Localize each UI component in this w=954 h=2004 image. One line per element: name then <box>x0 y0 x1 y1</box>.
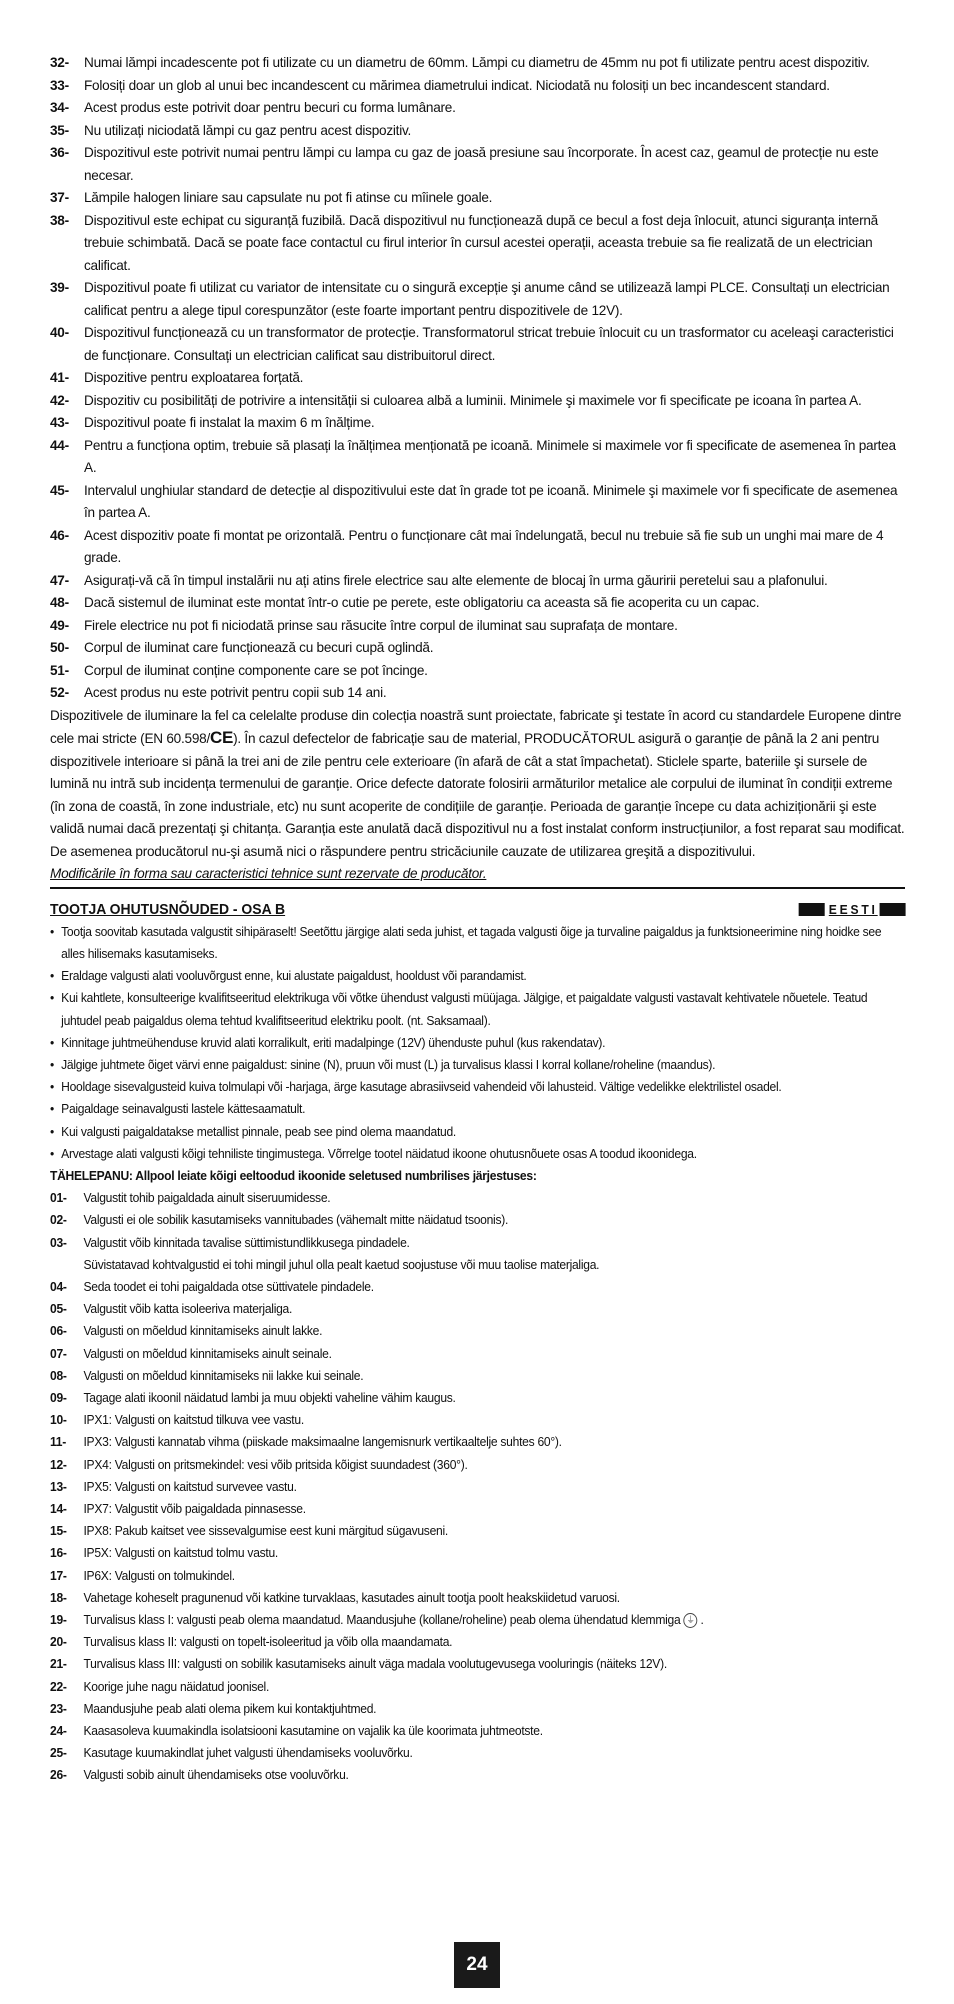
list-item <box>50 187 905 210</box>
bullet-item <box>50 987 906 1031</box>
item-text-line: Valgusti on mõeldud kinnitamiseks nii lakke kui seinale. <box>83 1367 364 1383</box>
item-text-line: Valgusti on mõeldud kinnitamiseks ainult lakke. <box>83 1323 323 1339</box>
item-number: 06- <box>50 1323 67 1339</box>
item-text: Dispozitivul poate fi instalat la maxim 6 m înălțime. <box>84 415 375 430</box>
item-text <box>83 1587 905 1609</box>
item-text-line: IPX3: Valgusti kannatab vihma (piiskade maksimaalne langemisnurk vertikaaltelje suhtes 60°). <box>83 1434 562 1450</box>
item-number: 16- <box>50 1545 67 1561</box>
item-number: 01- <box>50 1190 67 1206</box>
language-bar-right <box>880 903 906 916</box>
item-text: Acest produs nu este potrivit pentru copii sub 14 ani. <box>84 685 387 700</box>
list-item <box>50 435 905 480</box>
language-label: EESTI <box>828 901 878 917</box>
item-text-line: IPX1: Valgusti on kaitstud tilkuva vee vastu. <box>83 1412 304 1428</box>
item-number: 39- <box>50 280 69 295</box>
item-number: 03- <box>50 1234 67 1250</box>
item-text <box>83 1431 905 1453</box>
list-item <box>50 615 905 638</box>
item-text <box>83 1409 905 1431</box>
item-text-line: IPX7: Valgustit võib paigaldada pinnasesse. <box>83 1500 306 1516</box>
item-text-line: Koorige juhe nagu näidatud joonisel. <box>83 1678 270 1694</box>
list-item <box>50 1276 906 1298</box>
list-item <box>50 97 905 120</box>
item-text-line: Valgusti ei ole sobilik kasutamiseks vannitubades (vähemalt mitte näidatud tsoonis). <box>83 1212 509 1228</box>
list-item <box>50 412 905 435</box>
list-item <box>50 1698 906 1720</box>
item-number: 15- <box>50 1523 67 1539</box>
list-item <box>50 1476 906 1498</box>
item-text <box>83 1498 905 1520</box>
item-number: 40- <box>50 325 69 340</box>
item-text-line: IPX8: Pakub kaitset vee sissevalgumise eest kuni märgitud sügavuseni. <box>83 1523 448 1539</box>
item-text-continuation: Süvistatavad kohtvalgustid ei tohi mingil juhul olla pealt kaetud soojustuse või muu taolise materjaliga. <box>83 1256 600 1272</box>
bullet-text: Hooldage sisevalgusteid kuiva tolmulapi või -harjaga, ärge kasutage abrasiivseid vahendeid või lahusteid. Vältige vedelikke elektrilistel osadel. <box>61 1079 782 1095</box>
item-number: 07- <box>50 1345 67 1361</box>
item-text: Firele electrice nu pot fi niciodată prinse sau răsucite între corpul de iluminat sau suprafața de montare. <box>84 617 678 633</box>
list-item <box>50 1298 906 1320</box>
item-number: 36- <box>50 145 69 160</box>
list-item <box>50 1631 906 1653</box>
list-item <box>50 1387 906 1409</box>
bullet-item <box>50 1054 906 1076</box>
section-title: TOOTJA OHUTUSNÕUDED - OSA B <box>50 900 286 918</box>
item-number: 23- <box>50 1700 67 1716</box>
numbered-list <box>50 1187 906 1786</box>
item-number: 25- <box>50 1745 67 1761</box>
item-number: 49- <box>50 617 69 633</box>
ce-mark: CE <box>209 728 234 747</box>
item-number: 11- <box>50 1434 66 1450</box>
item-text <box>83 1387 905 1409</box>
list-item <box>50 120 905 143</box>
item-number: 12- <box>50 1456 67 1472</box>
item-text-line: Seda toodet ei tohi paigaldada otse süttivatele pindadele. <box>83 1278 374 1294</box>
list-item <box>50 1365 906 1387</box>
bullet-list <box>50 921 906 1165</box>
list-item <box>50 592 905 615</box>
item-text-line: Valgustit tohib paigaldada ainult siseruumidesse. <box>83 1190 331 1206</box>
item-text <box>83 1320 905 1342</box>
bullet-item <box>50 1121 906 1143</box>
item-text <box>83 1187 905 1209</box>
item-number: 20- <box>50 1634 67 1650</box>
warranty-text-a: Dispozitivele de iluminare la fel ca celelalte produse din colecția noastră sunt proiectate, fabricate şi testate în acord cu standardele Europene dintre cele mai stricte (EN 60.598/ <box>50 707 902 746</box>
list-item <box>50 1720 906 1742</box>
bullet-text: Eraldage valgusti alati vooluvõrgust enne, kui alustate paigaldust, hooldust või parandamist. <box>61 968 527 984</box>
bullet-item <box>50 921 906 965</box>
item-text <box>83 1676 905 1698</box>
list-item <box>50 1587 906 1609</box>
bullet-icon: • <box>50 1079 54 1095</box>
item-text <box>83 1232 905 1276</box>
item-text-line: IPX5: Valgusti on kaitstud survevee vastu. <box>83 1478 297 1494</box>
bullet-text: Kinnitage juhtmeühenduse kruvid alati korralikult, eriti madalpinge (12V) ühenduste puhul (kus rakendatav). <box>61 1034 606 1050</box>
item-text-line: IP5X: Valgusti on kaitstud tolmu vastu. <box>83 1545 279 1561</box>
bullet-text: Arvestage alati valgusti kõigi tehniliste tingimustega. Võrrelge tootel näidatud ikoone ohutusnõuete osas A toodud ikoonidega. <box>61 1145 697 1161</box>
section-header <box>50 899 906 921</box>
item-number: 09- <box>50 1389 67 1405</box>
item-number: 14- <box>50 1500 67 1516</box>
list-item <box>50 142 905 187</box>
item-number: 34- <box>50 100 69 115</box>
item-number: 02- <box>50 1212 67 1228</box>
page-number: 24 <box>454 1942 500 1988</box>
list-item <box>50 1232 906 1276</box>
bullet-icon: • <box>50 1034 54 1050</box>
item-text: Intervalul unghiular standard de detecție al dispozitivului este dat în grade tot pe icoană. Minimele şi maximele vor fi specificate de asemenea în partea A. <box>84 482 898 520</box>
item-text <box>83 1298 905 1320</box>
item-text <box>83 1720 905 1742</box>
item-text-line: Turvalisus klass III: valgusti on sobilik kasutamiseks ainult väga madala voolutugevusega vooluringis (näiteks 12V). <box>83 1656 667 1672</box>
item-text: Asigurați-vă că în timpul instalării nu ați atins firele electrice sau alte elemente de blocaj în urma găuririi peretelui sau a plafonului. <box>84 572 828 588</box>
earth-ground-icon: ⏚ <box>684 1613 698 1628</box>
bullet-icon: • <box>50 1123 54 1139</box>
item-number: 37- <box>50 190 69 205</box>
item-text: Dispozitivul funcționează cu un transformator de protecție. Transformatorul stricat trebuie înlocuit cu un trasformator cu aceleaşi caracteristici de funcționare. Consultați un electrician calificat sau distribuitorul direct. <box>84 325 894 363</box>
list-item <box>50 75 905 98</box>
item-text <box>83 1542 905 1564</box>
warranty-paragraph <box>50 705 905 864</box>
item-number: 52- <box>50 685 69 700</box>
list-item <box>50 570 905 593</box>
bullet-text: Paigaldage seinavalgusti lastele kättesaamatult. <box>61 1101 306 1117</box>
bullet-icon: • <box>50 1056 54 1072</box>
item-number: 42- <box>50 392 69 408</box>
list-item <box>50 277 905 322</box>
item-text <box>83 1653 905 1675</box>
list-item <box>50 367 905 390</box>
list-item <box>50 1343 906 1365</box>
item-text <box>83 1209 905 1231</box>
item-text <box>83 1276 905 1298</box>
list-item <box>50 1431 906 1453</box>
bullet-text: Tootja soovitab kasutada valgustit sihipäraselt! Seetõttu järgige alati seda juhist, et tagada valgusti õige ja turvaline paigaldus ja funktsioneerimine ning hoidke see alles hilisemaks kasutamiseks. <box>61 923 882 961</box>
list-item <box>50 1209 906 1231</box>
bullet-icon: • <box>50 990 54 1006</box>
section-divider <box>50 887 905 889</box>
modifications-note: Modificările în forma sau caracteristici tehnice sunt rezervate de producător. <box>50 866 487 881</box>
list-item <box>50 1742 906 1764</box>
bullet-icon: • <box>50 968 54 984</box>
item-number: 24- <box>50 1723 67 1739</box>
item-text: Nu utilizați niciodată lămpi cu gaz pentru acest dispozitiv. <box>84 122 412 138</box>
item-text-line: Turvalisus klass I: valgusti peab olema maandatud. Maandusjuhe (kollane/roheline) peab olema ühendatud klemmiga <box>83 1612 681 1627</box>
list-item <box>50 637 905 660</box>
item-number: 47- <box>50 572 69 588</box>
bullet-icon: • <box>50 1145 54 1161</box>
item-text-line: Tagage alati ikoonil näidatud lambi ja muu objekti vaheline vähim kaugus. <box>83 1389 456 1405</box>
item-text: Dispozitiv cu posibilități de potrivire a intensității si culoarea albă a luminii. Minimele şi maximele vor fi specificate pe icoana în partea A. <box>84 392 862 408</box>
icons-note: TÄHELEPANU: Allpool leiate kõigi eeltoodud ikoonide seletused numbrilises järjestuses: <box>50 1167 537 1183</box>
item-text: Numai lămpi incadescente pot fi utilizate cu un diametru de 60mm. Lămpi cu diametru de 45mm nu pot fi utilizate pentru acest dispozitiv. <box>84 55 870 70</box>
bullet-text: Jälgige juhtmete õiget värvi enne paigaldust: sinine (N), pruun või must (L) ja turvalisus klassi I korral kollane/roheline (maandus). <box>61 1056 716 1072</box>
item-text: Dispozitivul poate fi utilizat cu variator de intensitate cu o singură excepție şi anume când se utilizează lampi PLCE. Consultați un electrician calificat pentru a alege tipul corespunzător (este foarte important pentru dispozitivele de 12V). <box>84 280 890 318</box>
item-text-line: Kasutage kuumakindlat juhet valgusti ühendamiseks vooluvõrku. <box>83 1745 413 1761</box>
item-number: 43- <box>50 415 69 430</box>
item-text-line: Valgusti sobib ainult ühendamiseks otse vooluvõrku. <box>83 1767 349 1783</box>
item-number: 19- <box>50 1612 67 1627</box>
item-text <box>83 1742 905 1764</box>
item-text-line: Vahetage koheselt pragunenud või katkine turvaklaas, kasutades ainult tootja poolt heakskiidetud varuosi. <box>83 1589 620 1605</box>
bullet-item <box>50 1143 906 1165</box>
list-item <box>50 1565 906 1587</box>
item-number: 44- <box>50 437 69 453</box>
list-item <box>50 1520 906 1542</box>
list-item <box>50 1498 906 1520</box>
item-text: Dispozitive pentru exploatarea forțată. <box>84 370 304 385</box>
item-number: 35- <box>50 122 69 138</box>
list-item <box>50 1409 906 1431</box>
item-number: 46- <box>50 527 69 543</box>
list-item <box>50 682 905 705</box>
item-text <box>83 1476 905 1498</box>
bullet-text: Kui valgusti paigaldatakse metallist pinnale, peab see pind olema maandatud. <box>61 1123 456 1139</box>
romanian-section <box>50 52 905 886</box>
list-item <box>50 1676 906 1698</box>
list-item <box>50 1653 906 1675</box>
item-text: Acest dispozitiv poate fi montat pe orizontală. Pentru o funcționare cât mai îndelungată, becul nu trebuie să fie sub un unghi mai mare de 4 grade. <box>84 527 884 565</box>
item-number: 05- <box>50 1301 67 1317</box>
language-bar-left <box>799 903 825 916</box>
item-text <box>83 1698 905 1720</box>
estonian-section <box>50 899 906 1787</box>
item-text-line: Turvalisus klass II: valgusti on topelt-isoleeritud ja võib olla maandamata. <box>83 1634 453 1650</box>
item-text: Corpul de iluminat care funcționează cu becuri cupă oglindă. <box>84 640 434 655</box>
list-item <box>50 480 905 525</box>
list-item <box>50 322 905 367</box>
item-number: 33- <box>50 77 69 93</box>
list-item <box>50 1764 906 1786</box>
item-text: Turvalisus klass I: valgusti peab olema maandatud. Maandusjuhe (kollane/roheline) peab olema ühendatud klemmiga ⏚ . <box>83 1612 704 1627</box>
item-text <box>83 1343 905 1365</box>
item-number: 51- <box>50 662 69 678</box>
item-text: Corpul de iluminat conține componente care se pot încinge. <box>84 662 428 678</box>
item-text-line: Maandusjuhe peab alati olema pikem kui kontaktjuhtmed. <box>83 1700 377 1716</box>
item-number: 13- <box>50 1478 67 1494</box>
item-number: 17- <box>50 1567 67 1583</box>
item-text: Pentru a funcționa optim, trebuie să plasați la înălțimea menționată pe icoană. Minimele si maximele vor fi specificate de asemenea în partea A. <box>84 437 896 475</box>
item-text-line: Valgusti on mõeldud kinnitamiseks ainult seinale. <box>83 1345 332 1361</box>
item-text-line: IP6X: Valgusti on tolmukindel. <box>83 1567 235 1583</box>
item-number: 50- <box>50 640 69 655</box>
item-text <box>83 1631 905 1653</box>
item-text <box>83 1454 905 1476</box>
list-item <box>50 1609 906 1631</box>
item-text: Acest produs este potrivit doar pentru becuri cu forma lumânare. <box>84 100 456 115</box>
list-item <box>50 1454 906 1476</box>
item-number: 26- <box>50 1767 67 1783</box>
page-content <box>50 52 905 1787</box>
item-text: Folosiți doar un glob al unui bec incandescent cu mărimea diametrului indicat. Niciodată nu folosiți un bec incandescent standard. <box>84 77 830 93</box>
item-text <box>83 1365 905 1387</box>
item-text: Lămpile halogen liniare sau capsulate nu pot fi atinse cu mîinele goale. <box>84 190 493 205</box>
list-item <box>50 210 905 278</box>
item-text-line: Valgustit võib kinnitada tavalise süttimistundlikkusega pindadele. <box>83 1234 410 1250</box>
warranty-text-b: ). În cazul defectelor de fabricație sau de material, PRODUCĂTORUL asigură o garanție de până la 2 ani pentru dispozitivele interioare si până la trei ani de zile pentru cele exterioare (în afară de cât a stat împachetat). Sticlele sparte, bateriile şi sursele de lumină nu intră sub incidența termenului de garanție. Orice defecte datorate folosirii armăturilor metalice ale corpului de iluminat în condiții extreme (în zona de coastă, în zone industriale, etc) nu sunt acoperite de condițiile de garanție. Perioada de garanție începe cu data achiziționării şi este validă numai dacă prezentați şi chitanța. Garanția este anulată dacă dispozitivul nu a fost instalat conform instrucțiunilor, a fost reparat sau modificat. De asemenea producătorul nu-şi asumă nici o răspundere pentru stricăciunile cauzate de utilizarea greşită a dispozitivului. <box>50 731 905 859</box>
item-number: 45- <box>50 482 69 498</box>
list-item <box>50 1542 906 1564</box>
item-number: 18- <box>50 1589 67 1605</box>
item-number: 38- <box>50 212 69 228</box>
bullet-item <box>50 1076 906 1098</box>
bullet-item <box>50 965 906 987</box>
item-text: Dispozitivul este potrivit numai pentru lămpi cu lampa cu gaz de joasă presiune sau încorporate. În acest caz, geamul de protecție nu este necesar. <box>84 145 879 183</box>
item-number: 48- <box>50 595 69 610</box>
item-number: 08- <box>50 1367 67 1383</box>
bullet-icon: • <box>50 1101 54 1117</box>
list-item <box>50 52 905 75</box>
bullet-item <box>50 1098 906 1120</box>
bullet-icon: • <box>50 923 54 939</box>
item-text-line: Kaasasoleva kuumakindla isolatsiooni kasutamine on vajalik ka üle koorimata juhtmeotste. <box>83 1723 543 1739</box>
list-item <box>50 1320 906 1342</box>
item-text <box>83 1520 905 1542</box>
item-text <box>83 1565 905 1587</box>
item-text <box>83 1764 905 1786</box>
item-text: Dispozitivul este echipat cu siguranță fuzibilă. Dacă dispozitivul nu funcționează după ce becul a fost deja înlocuit, atunci siguranța internă trebuie schimbată. Dacă se poate face contactul cu firul interior în cursul acestei operații, aceasta trebuie sa fie realizată de un electrician calificat. <box>84 212 878 273</box>
language-tag <box>799 899 906 921</box>
item-number: 32- <box>50 55 69 70</box>
bullet-item <box>50 1032 906 1054</box>
item-number: 10- <box>50 1412 67 1428</box>
list-item <box>50 1187 906 1209</box>
item-text: Dacă sistemul de iluminat este montat într-o cutie pe perete, este obligatoriu ca aceasta să fie acoperita cu un capac. <box>84 595 760 610</box>
list-item <box>50 525 905 570</box>
item-number: 21- <box>50 1656 67 1672</box>
bullet-text: Kui kahtlete, konsulteerige kvalifitseeritud elektrikuga või võtke ühendust valgusti müüjaga. Jälgige, et paigaldate valgusti vastavalt kehtivatele nõuetele. Teatud juhtudel peab paigaldus olema tehtud kvalifitseeritud elektriku poolt. (nt. Saksamaal). <box>61 990 868 1028</box>
item-number: 04- <box>50 1278 67 1294</box>
item-number: 22- <box>50 1678 67 1694</box>
list-item <box>50 390 905 413</box>
item-text-line: Valgustit võib katta isoleeriva materjaliga. <box>83 1301 293 1317</box>
item-number: 41- <box>50 370 69 385</box>
list-item <box>50 660 905 683</box>
item-text-line: IPX4: Valgusti on pritsmekindel: vesi võib pritsida kõigist suundadest (360°). <box>83 1456 468 1472</box>
